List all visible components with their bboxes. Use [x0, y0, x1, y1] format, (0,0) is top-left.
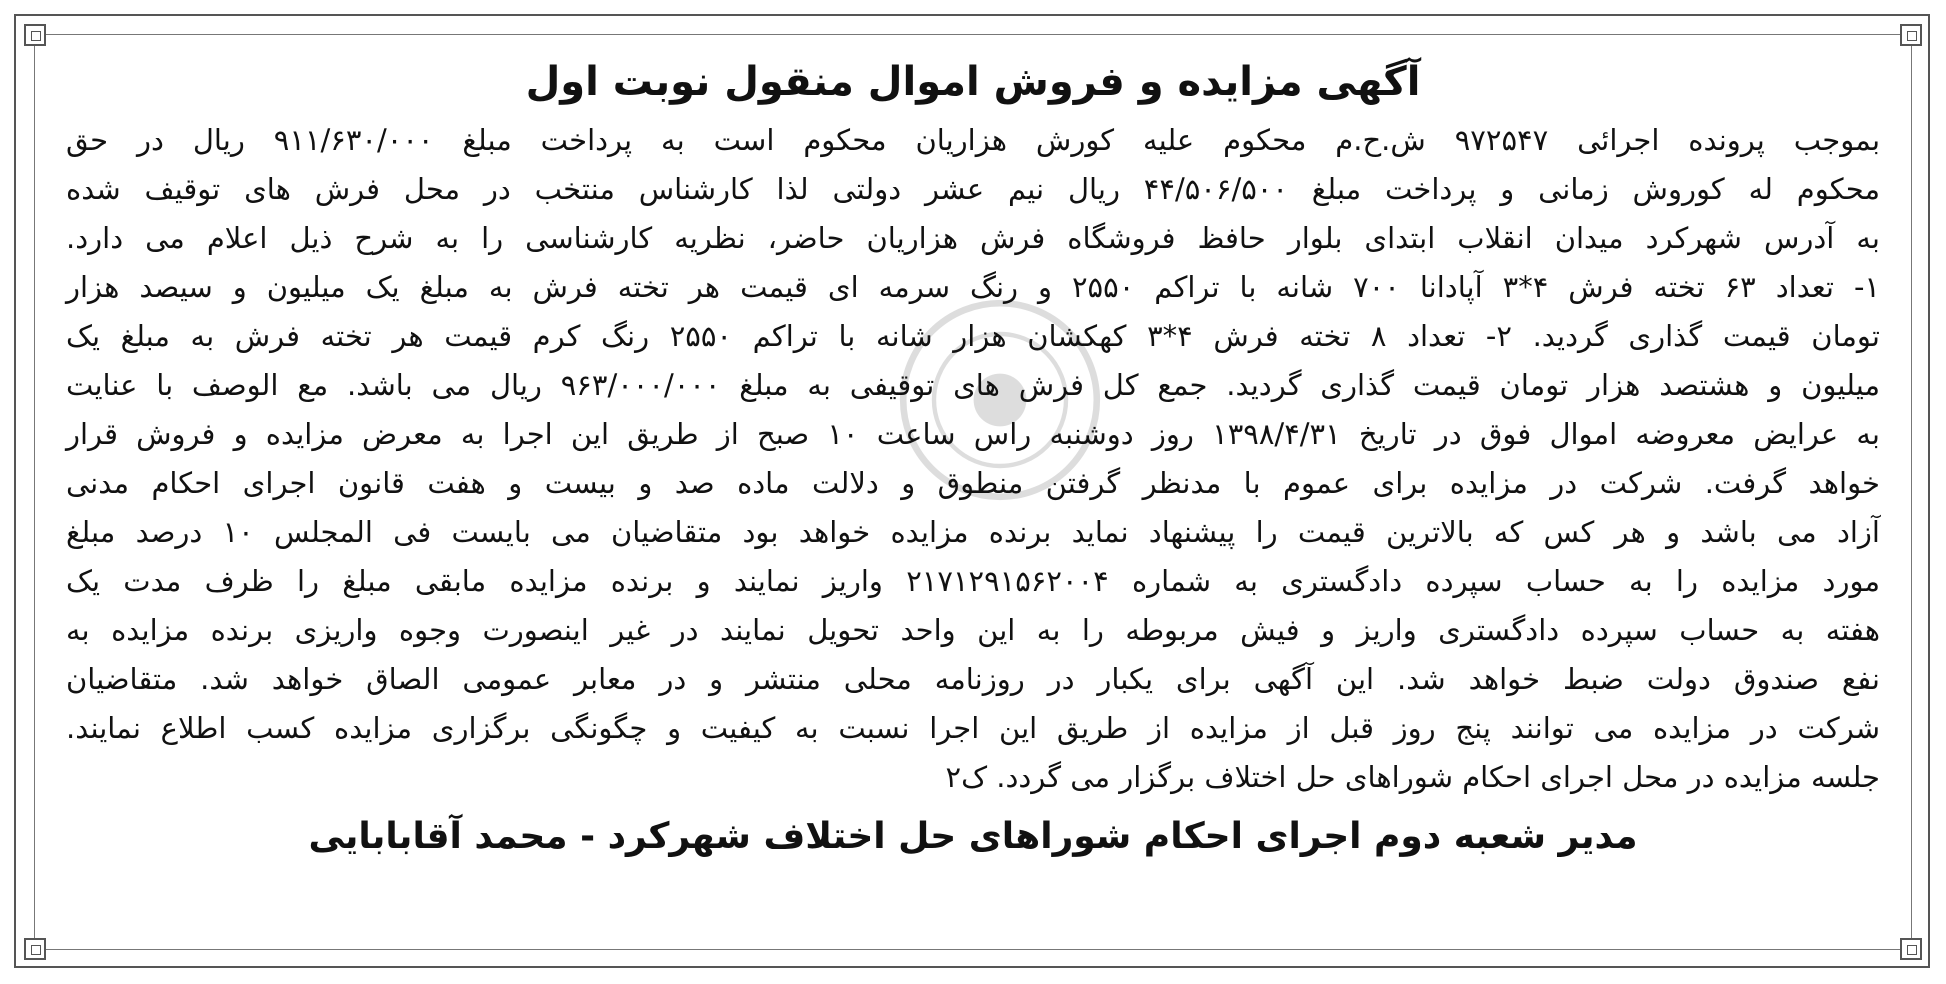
corner-ornament-top-left: [24, 24, 46, 46]
notice-title: آگهی مزایده و فروش اموال منقول نوبت اول: [525, 59, 1421, 105]
notice-line-last: جلسه مزایده در محل اجرای احکام شوراهای حل اختلاف برگزار می گردد. ک۲: [945, 760, 1880, 794]
notice-line: میلیون و هشتصد هزار تومان قیمت گذاری گردید. جمع کل فرش های توقیفی به مبلغ ۹۶۳/۰۰۰/۰۰۰ ریال می باشد. مع الوصف با عنایت: [66, 368, 1880, 402]
notice-line: بموجب پرونده اجرائی ۹۷۲۵۴۷ ش.ح.م محکوم علیه کورش هزاریان محکوم است به پرداخت مبلغ ۹۱۱/۶۳۰/۰۰۰ ریال در حق: [66, 123, 1881, 157]
notice-signature: مدیر شعبه دوم اجرای احکام شوراهای حل اختلاف شهرکرد - محمد آقابابایی: [308, 816, 1638, 857]
notice-line: خواهد گرفت. شرکت در مزایده برای عموم با مدنظر گرفتن منطوق و دلالت ماده صد و بیست و هفت قانون اجرای احکام مدنی: [66, 466, 1880, 500]
notice-line: به عرایض معروضه اموال فوق در تاریخ ۱۳۹۸/۴/۳۱ روز دوشنبه راس ساعت ۱۰ صبح از طریق این اجرا به معرض مزایده و فروش قرار: [66, 417, 1880, 451]
notice-line: نفع صندوق دولت ضبط خواهد شد. این آگهی برای یکبار در روزنامه محلی منتشر و در معابر عمومی الصاق خواهد شد. متقاضیان: [66, 662, 1880, 696]
notice-line: هفته به حساب سپرده دادگستری واریز و فیش مربوطه را به این واحد تحویل نمایند در غیر اینصورت وجوه واریزی برنده مزایده به: [66, 613, 1880, 647]
notice-line: ۱- تعداد ۶۳ تخته فرش ۴*۳ آپادانا ۷۰۰ شانه با تراکم ۲۵۵۰ و رنگ سرمه ای قیمت هر تخته فرش به مبلغ یک میلیون و سیصد هزار: [66, 270, 1880, 304]
corner-ornament-top-right: [1900, 24, 1922, 46]
corner-ornament-bottom-right: [1900, 938, 1922, 960]
notice-line: آزاد می باشد و هر کس که بالاترین قیمت را پیشنهاد نماید برنده مزایده خواهد بود متقاضیان می بایست فی المجلس ۱۰ درصد مبلغ: [66, 515, 1880, 549]
notice-line: شرکت در مزایده می توانند پنج روز قبل از مزایده از طریق این اجرا نسبت به کیفیت و چگونگی برگزاری مزایده کسب اطلاع نمایند.: [66, 711, 1880, 745]
notice-line: به آدرس شهرکرد میدان انقلاب ابتدای بلوار حافظ فروشگاه فرش هزاریان حاضر، نظریه کارشناسی را به شرح ذیل اعلام می دارد.: [66, 221, 1880, 255]
notice-content: [60, 50, 1886, 940]
notice-line: مورد مزایده را به حساب سپرده دادگستری به شماره ۲۱۷۱۲۹۱۵۶۲۰۰۴ واریز نمایند و برنده مزایده مابقی مبلغ را ظرف مدت یک: [66, 564, 1880, 598]
notice-body: [60, 116, 1886, 802]
corner-ornament-bottom-left: [24, 938, 46, 960]
notice-line: تومان قیمت گذاری گردید. ۲- تعداد ۸ تخته فرش ۴*۳ کهکشان هزار شانه با تراکم ۲۵۵۰ رنگ کرم قیمت هر تخته فرش به مبلغ یک: [66, 319, 1880, 353]
notice-line: محکوم له کوروش زمانی و پرداخت مبلغ ۴۴/۵۰۶/۵۰۰ ریال نیم عشر دولتی لذا کارشناس منتخب در محل فرش های توقیف شده: [66, 172, 1881, 206]
